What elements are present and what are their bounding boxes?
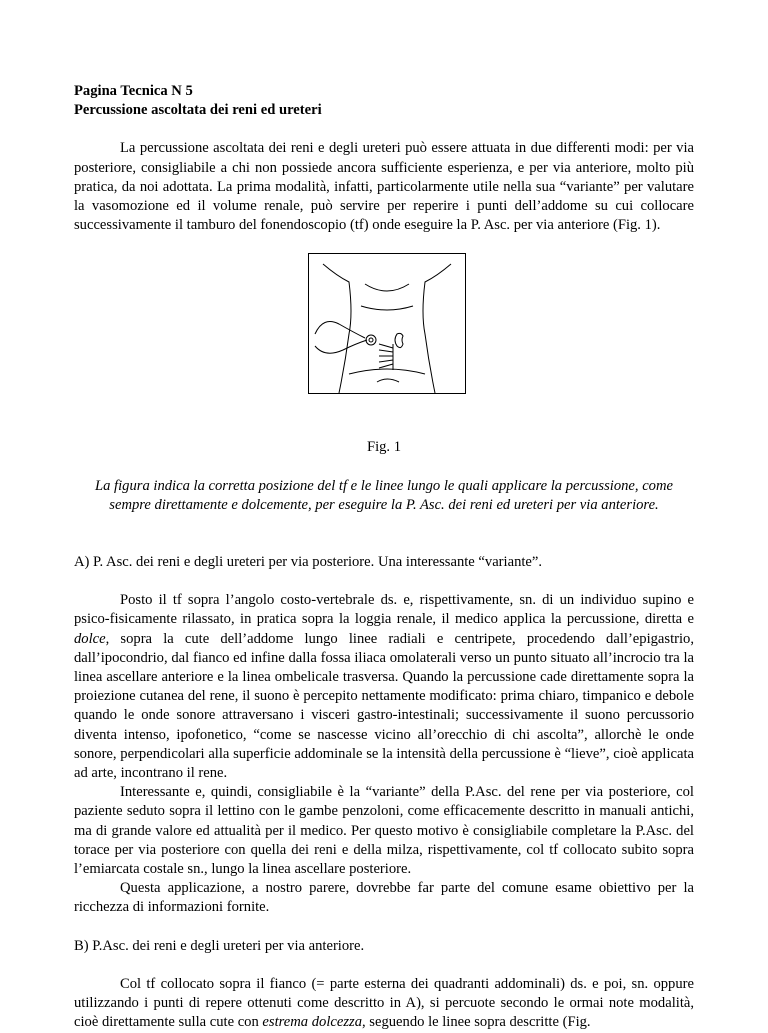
- abdomen-illustration: [309, 254, 465, 393]
- document-page: [74, 82, 694, 1033]
- page-title: Pagina Tecnica N 5: [74, 83, 193, 99]
- intro-paragraph: La percussione ascoltata dei reni e degli ureteri può essere attuata in due differenti modi: per via posteriore, consigliabile a chi non possiede ancora sufficiente esperienza, e per via anteriore, molto più pratica, da noi adottata. La prima modalità, infatti, particolarmente utile nella sua “variante” per valutare la vasomozione ed il volume renale, può servire per reperire i punti dell’addome su cui collocare successivamente il tamburo del fonendoscopio (tf) onde eseguire la P. Asc. per via anteriore (Fig. 1).: [74, 140, 694, 234]
- figure-1: [74, 253, 694, 428]
- page-subtitle: Percussione ascoltata dei reni ed ureteri: [74, 102, 322, 119]
- figure-label: Fig. 1: [366, 439, 402, 456]
- section-b-heading: B) P.Asc. dei reni e degli ureteri per via anteriore.: [74, 937, 365, 954]
- section-a-paragraph-1: Posto il tf sopra l’angolo costo-vertebrale ds. e, rispettivamente, sn. di un individuo supino e psico-fisicamente rilassato, in pratica sopra la loggia renale, il medico applica la percussione, diretta e dolce, sopra la cute dell’addome lungo linee radiali e centripete, procedendo dall’epigastrio, dall’ipocondrio, dal fianco ed infine dalla fossa iliaca omolaterali verso un punto situato all’incrocio tra la linea ascellare anteriore e la linea ombelicale trasversa. Quando la percussione cade direttamente sopra la proiezione cutanea del rene, il suono è percepito nettamente modificato: prima chiaro, timpanico e debole quando le onde sonore attraversano i visceri gastro-intestinali; successivamente il suono percussorio diventa intenso, ipofonetico, “come se nascesse vicino all’orecchio di chi ascolta”, allorchè le onde sonore, perpendicolari alla superficie addominale se la intensità della percussione è “lieve”, cioè applicata ad arte, incontrano il rene.: [74, 592, 694, 782]
- section-b-paragraph-1: Col tf collocato sopra il fianco (= parte esterna dei quadranti addominali) ds. e poi, sn. oppure utilizzando i punti di repere ottenuti come descritto in A), si percuote secondo le ormai note modalità, cioè direttamente sulla cute con estrema dolcezza, seguendo le linee sopra descritte (Fig.: [74, 975, 694, 1031]
- figure-caption: La figura indica la corretta posizione del tf e le linee lungo le quali applicare la percussione, come sempre direttamente e dolcemente, per eseguire la P. Asc. dei reni ed ureteri per via anteriore.: [95, 477, 673, 513]
- section-a-heading: A) P. Asc. dei reni e degli ureteri per via posteriore. Una interessante “variante”.: [74, 554, 543, 571]
- section-a-paragraph-2: Interessante e, quindi, consigliabile è la “variante” della P.Asc. del rene per via posteriore, col paziente seduto sopra il lettino con le gambe penzoloni, come efficacemente descritto in manuali antichi, ma di grande valore ed attualità per il medico. Per questo motivo è consigliabile completare la P.Asc. del torace per via posteriore con quella dei reni e della milza, rispettivamente, col tf collocato subito sopra l’emiarcata costale sn., lungo la linea ascellare posteriore.: [74, 784, 694, 878]
- figure-image: [308, 253, 466, 394]
- section-a-paragraph-3: Questa applicazione, a nostro parere, dovrebbe far parte del comune esame obiettivo per la ricchezza di informazioni fornite.: [74, 880, 694, 916]
